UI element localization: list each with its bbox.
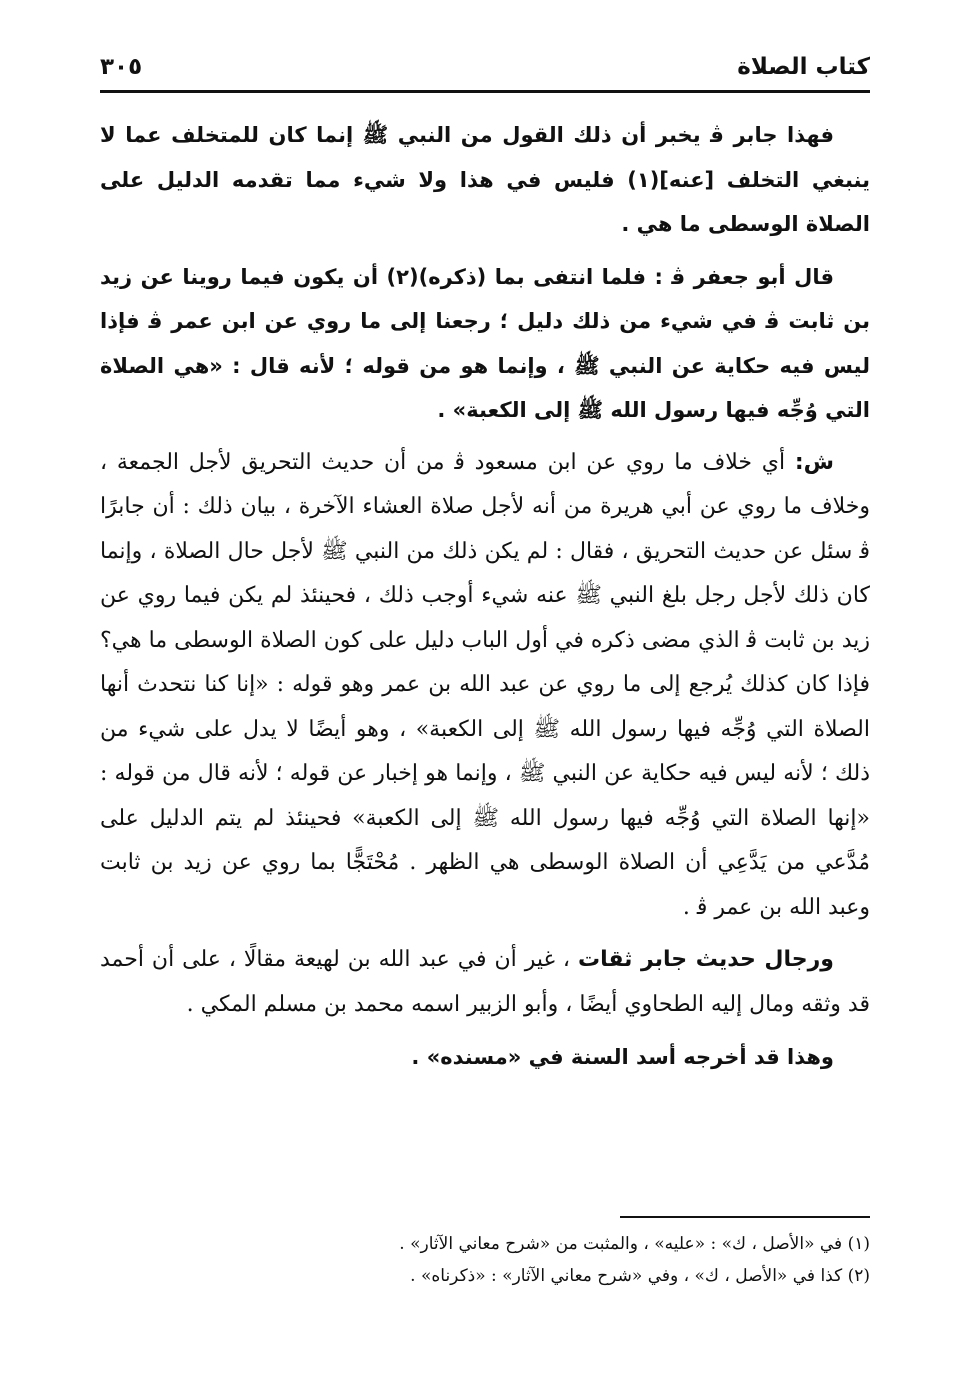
narrators-text: ، غير أن في عبد الله بن لهيعة مقالًا ، على أن أحمد قد وثقه ومال إليه الطحاوي أيضًا ، وأبو الزبير اسمه محمد بن مسلم المكي . bbox=[100, 947, 870, 1017]
footnote-2: (٢) كذا في «الأصل ، ك» ، وفي «شرح معاني الآثار» : «ذكرناه» . bbox=[410, 1266, 870, 1286]
paragraph-1: فهذا جابر ﭬ يخبر أن ذلك القول من النبي ﷺ إنما كان للمتخلف عما لا ينبغي التخلف [عنه](١) فليس في هذا ولا شيء مما تقدمه الدليل على الصلاة الوسطى ما هي . bbox=[100, 123, 870, 236]
footnotes bbox=[100, 1216, 870, 1292]
paragraph-3 bbox=[100, 441, 870, 931]
page-header bbox=[100, 50, 870, 93]
page-number: ٣٠٥ bbox=[100, 54, 143, 80]
commentary-marker: ش: bbox=[794, 449, 834, 475]
commentary-text: أي خلاف ما روي عن ابن مسعود ﭬ من أن حديث التحريق لأجل الجمعة ، وخلاف ما روي عن أبي هريرة من أنه لأجل صلاة العشاء الآخرة ، بيان ذلك : أن جابرًا ﭬ سئل عن حديث التحريق ، فقال : لم يكن ذلك من النبي ﷺ لأجل حال الصلاة ، وإنما كان ذلك لأجل رجل بلغ النبي ﷺ عنه شيء أوجب ذلك ، فحينئذ لم يكن فيما روي عن زيد بن ثابت ﭬ الذي مضى ذكره في أول الباب دليل على كون الصلاة الوسطى ما هي؟ فإذا كان كذلك يُرجع إلى ما روي عن عبد الله بن عمر وهو قوله : «إنا كنا نتحدث أنها الصلاة التي وُجِّه فيها رسول الله ﷺ إلى الكعبة» ، وهو أيضًا لا يدل على شيء من ذلك ؛ لأنه ليس فيه حكاية عن النبي ﷺ ، وإنما هو إخبار عن قوله ؛ لأنه قال من قوله : «إنها الصلاة التي وُجِّه فيها رسول الله ﷺ إلى الكعبة» فحينئذ لم يتم الدليل على مُدَّعي من يَدَّعِي أن الصلاة الوسطى هي الظهر . مُحْتَجًّا بما روي عن زيد بن ثابت وعبد الله بن عمر ﭬ . bbox=[100, 449, 870, 920]
footnote-divider bbox=[620, 1216, 870, 1218]
paragraph-5: وهذا قد أخرجه أسد السنة في «مسنده» . bbox=[411, 1045, 834, 1069]
narrators-lead: ورجال حديث جابر ثقات bbox=[577, 947, 834, 972]
paragraph-2: قال أبو جعفر ﭬ : فلما انتفى بما (ذكره)(٢) أن يكون فيما روينا عن زيد بن ثابت ﭬ في شيء من ذلك دليل ؛ رجعنا إلى ما روي عن ابن عمر ﭬ فإذا ليس فيه حكاية عن النبي ﷺ ، وإنما هو من قوله ؛ لأنه قال : «هي الصلاة التي وُجِّه فيها رسول الله ﷺ إلى الكعبة» . bbox=[100, 264, 870, 422]
running-title: كتاب الصلاة bbox=[737, 54, 870, 80]
footnote-1: (١) في «الأصل ، ك» : «عليه» ، والمثبت من «شرح معاني الآثار» . bbox=[399, 1234, 870, 1254]
book-page bbox=[100, 50, 870, 1088]
paragraph-4 bbox=[100, 938, 870, 1027]
